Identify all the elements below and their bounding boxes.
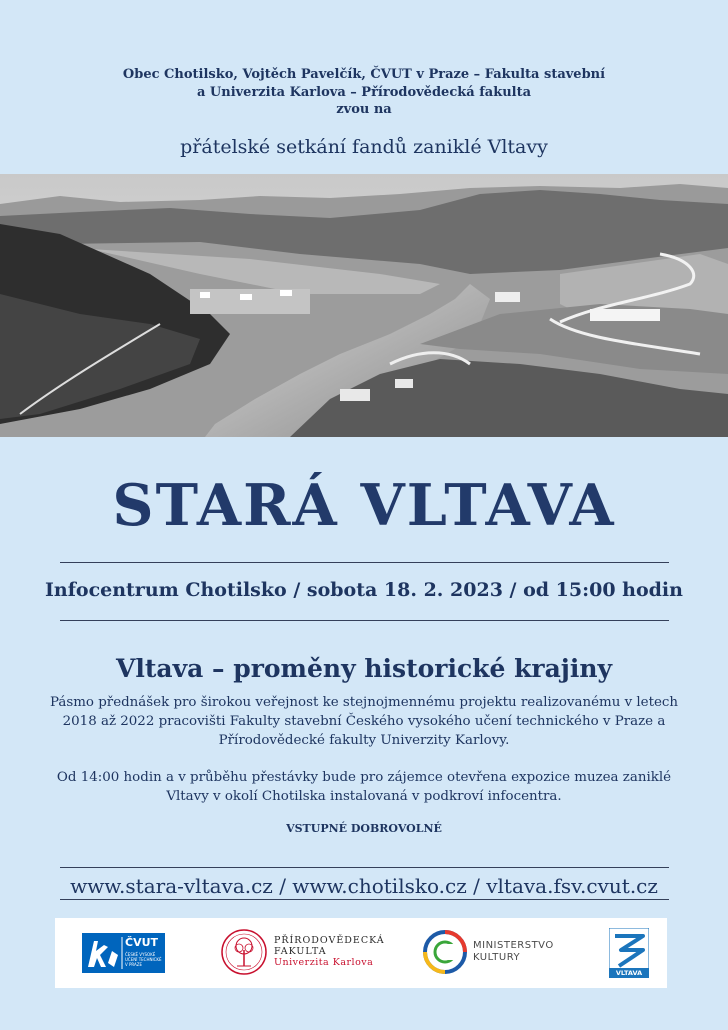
- ministry-logo-line-2: KULTURY: [473, 952, 521, 963]
- ministry-emblem-icon: [423, 930, 467, 974]
- historic-vltava-valley-photo: [0, 174, 728, 437]
- description-paragraph-2: [0, 768, 728, 806]
- cvut-logo-sub-1: ČESKÉ VYSOKÉ: [125, 952, 156, 957]
- page-title: STARÁ VLTAVA: [112, 472, 616, 539]
- prf-logo-line-1: PŘÍRODOVĚDECKÁ: [274, 935, 385, 946]
- prf-logo-line-2: FAKULTA: [274, 946, 327, 957]
- divider-web-bottom: [60, 899, 669, 900]
- description-paragraph-1: [0, 693, 728, 750]
- entry-fee-note: VSTUPNÉ DOBROVOLNÉ: [286, 822, 442, 835]
- organizers-line-2: a Univerzita Karlova – Přírodovědecká fakulta: [196, 84, 532, 100]
- event-info: Infocentrum Chotilsko / sobota 18. 2. 2023 / od 15:00 hodin: [45, 579, 683, 601]
- prf-logo-text: [274, 935, 385, 968]
- cvut-logo-sub-3: V PRAZE: [125, 962, 143, 967]
- cvut-logo: [82, 933, 165, 973]
- organizers-line-3: zvou na: [336, 102, 392, 117]
- websites: www.stara-vltava.cz / www.chotilsko.cz / vltava.fsv.cvut.cz: [70, 874, 658, 898]
- cvut-logo-subtitle: [125, 952, 162, 967]
- paragraph-1-line-1: Pásmo přednášek pro širokou veřejnost ke stejnojmennému projektu realizovanému v letech: [49, 695, 679, 710]
- prf-tree-emblem-icon: [220, 928, 268, 976]
- divider-bottom: [60, 620, 669, 621]
- partner-logos: [55, 918, 667, 988]
- vltava-logo: [609, 928, 649, 978]
- paragraph-1-line-2: 2018 až 2022 pracovišti Fakulty stavební Českého vysokého učení technického v Praze a: [62, 714, 666, 729]
- prf-logo-line-3: Univerzita Karlova: [274, 957, 374, 968]
- invite-text: přátelské setkání fandů zaniklé Vltavy: [180, 136, 548, 158]
- cvut-logo-sub-2: UČENÍ TECHNICKÉ: [125, 957, 162, 962]
- prf-uk-logo: [220, 928, 390, 978]
- ministry-logo-line-1: MINISTERSTVO: [473, 940, 554, 951]
- cvut-logo-name: ČVUT: [125, 936, 159, 949]
- organizers-line-1: Obec Chotilsko, Vojtěch Pavelčík, ČVUT v Praze – Fakulta stavební: [122, 67, 606, 82]
- paragraph-2-line-1: Od 14:00 hodin a v průběhu přestávky bude pro zájemce otevřena expozice muzea zaniklé: [56, 770, 672, 785]
- ministry-logo-text: [473, 940, 554, 964]
- lecture-title: Vltava – proměny historické krajiny: [115, 654, 613, 683]
- vltava-logo-name: VLTAVA: [615, 969, 643, 977]
- paragraph-2-line-2: Vltavy v okolí Chotilska instalovaná v podkroví infocentra.: [166, 789, 562, 804]
- divider-top: [60, 562, 669, 563]
- ministry-of-culture-logo: [423, 930, 573, 976]
- organizers: [0, 66, 728, 119]
- divider-web-top: [60, 867, 669, 868]
- paragraph-1-line-3: Přírodovědecké fakulty Univerzity Karlovy.: [218, 733, 510, 748]
